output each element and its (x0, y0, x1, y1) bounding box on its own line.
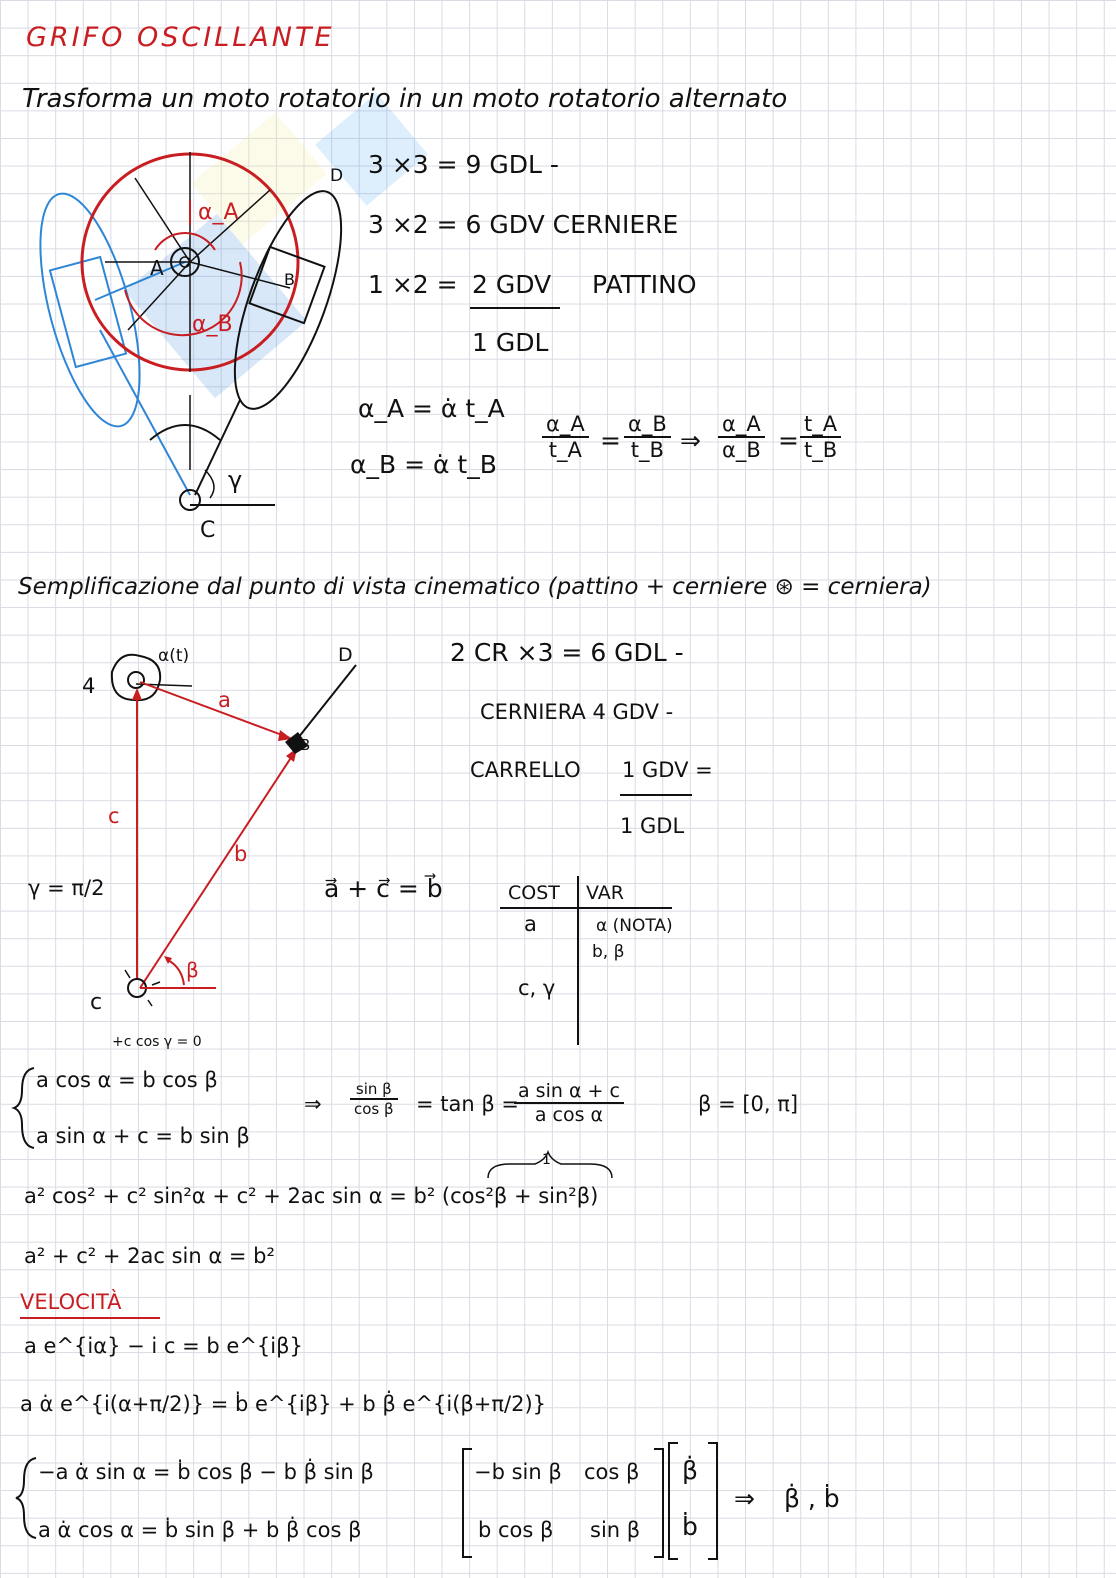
label-c-node: C (200, 518, 216, 543)
dof2-line3-value: 1 GDV = (622, 758, 713, 782)
costvar-head-cost: COST (508, 882, 560, 904)
timing-frac3: $\frac{\alpha\_A}{\alpha\_B}$ (718, 412, 765, 462)
label-vec-b: b (234, 842, 248, 866)
vector-b (140, 750, 296, 988)
dof1-line3-value: 2 GDV (472, 270, 552, 299)
vector-left-bracket (668, 1442, 678, 1560)
dof2-sum-line (620, 794, 692, 796)
matrix-m21: b cos β (478, 1518, 554, 1542)
label-alpha-t: α(t) (158, 646, 190, 666)
velocity-title: VELOCITÀ (20, 1290, 122, 1314)
page-title: GRIFO OSCILLANTE (26, 22, 335, 53)
matrix-implies: ⇒ (734, 1484, 755, 1513)
brace-note: 1 (542, 1152, 551, 1168)
intro-text: Trasforma un moto rotatorio in un moto rotatorio alternato (22, 84, 788, 114)
velocity-eq2: a α̇ e^{i(α+π/2)} = ḃ e^{iβ} + b β̇ e^{i(β+π/2)} (20, 1392, 547, 1416)
timing-implies: ⇒ (680, 426, 701, 455)
diagram-2 (112, 655, 356, 1006)
vector-v2: ḃ (682, 1512, 698, 1541)
system1-eq1: a cos α = b cos β (36, 1068, 218, 1092)
label-d2: D (338, 644, 353, 666)
system1-implies: ⇒ (304, 1092, 322, 1116)
system1-range: β = [0, π] (698, 1092, 799, 1116)
dof2-line2: CERNIERA 4 GDV - (480, 700, 674, 724)
label-vec-a: a (218, 688, 231, 712)
dof1-sum-line (470, 307, 560, 309)
system1-tan: = tan β = (416, 1092, 520, 1116)
costvar-row3-cost: c, γ (518, 976, 556, 1000)
label-gamma2: γ = π/2 (28, 876, 105, 900)
label-b-node: B (284, 270, 295, 289)
costvar-row1-cost: a (524, 912, 537, 936)
costvar-row1-var: α (NOTA) (596, 916, 673, 936)
dof1-line3-prefix: 1 ×2 = (368, 270, 458, 299)
system2-eq1: −a α̇ sin α = ḃ cos β − b β̇ sin β (38, 1460, 374, 1484)
simplification-text: Semplificazione dal punto di vista cinematico (pattino + cerniere ⊛ = cerniera) (18, 574, 932, 600)
timing-frac4: $\frac{t\_A}{t\_B}$ (800, 412, 841, 462)
system1-frac2: $\frac{\text{a sin α + c}}{\text{a cos α}}$ (514, 1080, 624, 1126)
vector-right-bracket (708, 1442, 718, 1560)
dof2-line3-label: CARRELLO (470, 758, 581, 782)
vector-a (140, 682, 290, 738)
expand-eq: a² cos² + c² sin²α + c² + 2ac sin α = b² (cos²β + sin²β) (24, 1184, 599, 1208)
costvar-head-var: VAR (586, 882, 624, 904)
costvar-row2-var: b, β (592, 942, 625, 962)
dof1-line1: 3 ×3 = 9 GDL - (368, 150, 559, 179)
label-vec-c: c (108, 804, 120, 828)
label-a-node: A (150, 256, 164, 280)
velocity-eq1: a e^{iα} − i c = b e^{iβ} (24, 1334, 303, 1358)
matrix-right-bracket (654, 1448, 664, 1558)
label-b2: B (300, 736, 311, 754)
timing-frac2: $\frac{\alpha\_B}{t\_B}$ (624, 412, 671, 462)
vector-v1: β̇ (682, 1456, 698, 1485)
matrix-left-bracket (462, 1448, 472, 1558)
dof2-result: 1 GDL (620, 814, 685, 838)
system1-frac: $\frac{\text{sin β}}{\text{cos β}}$ (350, 1080, 398, 1118)
label-4: 4 (82, 674, 96, 698)
label-note: +c cos γ = 0 (112, 1034, 202, 1050)
timing-eq2: α_B = α̇ t_B (350, 450, 497, 479)
label-alpha-b: α_B (192, 312, 233, 337)
label-c-italic: c (90, 990, 103, 1015)
dof1-result: 1 GDL (472, 328, 549, 357)
label-beta: β (186, 958, 199, 982)
dof2-line1: 2 CR ×3 = 6 GDL - (450, 638, 684, 667)
matrix-m12: cos β (584, 1460, 640, 1484)
timing-eq1: α_A = α̇ t_A (358, 394, 505, 423)
system2-eq2: a α̇ cos α = ḃ sin β + b β̇ cos β (38, 1518, 362, 1542)
label-gamma: γ (228, 466, 243, 494)
label-d-node: D (330, 166, 344, 186)
matrix-m11: −b sin β (474, 1460, 562, 1484)
simple-eq: a² + c² + 2ac sin α = b² (24, 1244, 275, 1268)
matrix-m22: sin β (590, 1518, 641, 1542)
dof1-line2: 3 ×2 = 6 GDV CERNIERE (368, 210, 679, 239)
timing-frac1: $\frac{\alpha\_A}{t\_A}$ (542, 412, 589, 462)
vector-equation: a⃗ + c⃗ = b⃗ (324, 874, 443, 903)
label-alpha-a: α_A (198, 200, 239, 225)
dof1-line3-suffix: PATTINO (592, 270, 697, 299)
matrix-result: β̇ , ḃ (784, 1484, 840, 1513)
system1-eq2: a sin α + c = b sin β (36, 1124, 250, 1148)
